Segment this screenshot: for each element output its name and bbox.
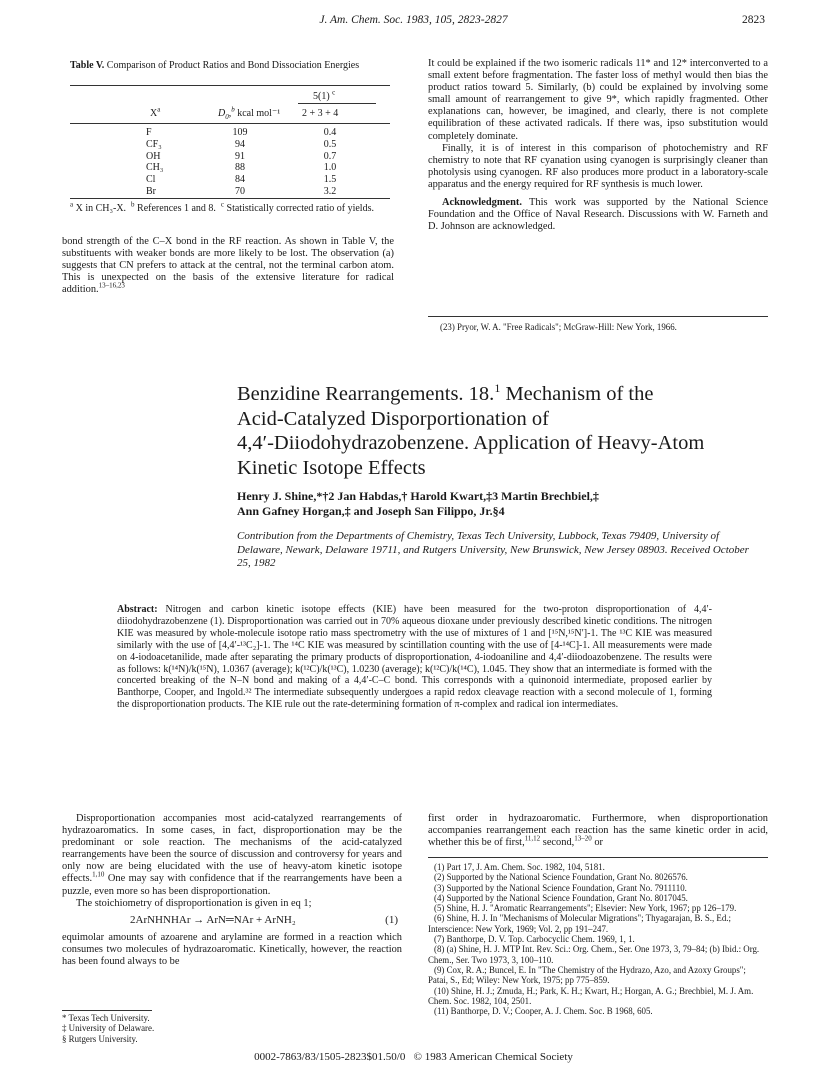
table-caption-label: Table V. xyxy=(70,60,105,71)
col-ratio-label: 5(1) $^c$ xyxy=(313,88,336,102)
table-cell-d0: 88 xyxy=(235,162,245,174)
equation-1: 2ArNHNHAr → ArN═NAr + ArNH₂ (1) xyxy=(130,913,398,926)
right-paragraph-2: Finally, it is of interest in this comparison of photochemistry and RF chemistry to note that RF cyanation using cyanogen is surprisingly cleaner than photolysis using cyanogen. RF also produces more product in a laboratory-scale apparatus and the energy required for RF synthesis is much lower. xyxy=(428,142,768,190)
table-cell-ratio: 0.7 xyxy=(323,150,337,162)
table-cell-ratio: 0.5 xyxy=(323,138,337,150)
ref-23: (23) Pryor, W. A. "Free Radicals"; McGraw-Hill: New York, 1966. xyxy=(440,322,677,332)
table-header-rule xyxy=(70,123,390,124)
col-d0-header: $D_0,^b$ kcal mol⁻¹ xyxy=(218,105,281,121)
copyright: © 1983 American Chemical Society xyxy=(413,1051,573,1063)
reference-item: (7) Banthorpe, D. V. Top. Carbocyclic Chem. 1969, 1, 1. xyxy=(434,934,635,945)
table-cell-ratio: 1.0 xyxy=(323,162,337,174)
table-cell-x: CH₃ xyxy=(146,162,164,174)
table-caption xyxy=(70,60,390,72)
affiliations: * Texas Tech University. ‡ University of Delaware. § Rutgers University. xyxy=(62,1013,155,1044)
table-cell-x: F xyxy=(146,127,152,138)
right-paragraph-1: It could be explained if the two isomeric radicals 11* and 12* interconverted to a small extent before fragmentation. The faster loss of methyl would then bias the product ratios toward 5. Similarly, (b) could be explained by involving some small amount of rearrangement to give 9*, which rapidly fragmented. Other explanations can, however, be imagined, and clearly, there is not complete equilibration of these activated radicals. If there was, ipso substitution would completely dominate. xyxy=(428,58,768,142)
table-cell-d0: 91 xyxy=(235,150,245,162)
reference-item: (6) Shine, H. J. In "Mechanisms of Molecular Migrations"; Thyagarajan, B. S., Ed.; Interscience: New York, 1969; Vol. 2, pp 191–247. xyxy=(428,913,731,934)
table-cell-ratio: 3.2 xyxy=(323,186,337,197)
reference-item: (10) Shine, H. J.; Zmuda, H.; Park, K. H.; Kwart, H.; Horgan, A. G.; Brechbiel, M. J. Am. Chem. Soc. 1982, 104, 2501. xyxy=(428,985,754,1006)
table-v xyxy=(70,60,390,215)
col-ratio-sub: 2 + 3 + 4 xyxy=(302,108,339,119)
references-rule xyxy=(428,857,768,858)
authors: Henry J. Shine,*†2 Jan Habdas,† Harold Kwart,‡3 Martin Brechbiel,‡ Ann Gafney Horgan,‡ and Joseph San Filippo, Jr.§4 xyxy=(237,489,599,518)
reference-item: (5) Shine, H. J. "Aromatic Rearrangements"; Elsevier: New York, 1967; pp 126–179. xyxy=(434,903,737,914)
reference-item: (1) Part 17, J. Am. Chem. Soc. 1982, 104, 5181. xyxy=(434,862,605,872)
page-footer xyxy=(0,1051,827,1063)
article-title: Benzidine Rearrangements. 18.$^1$ Mechanism of the Acid-Catalyzed Disporportionation of 4,4′-Diiodohydrazobenzene. Application of Heavy-Atom Kinetic Isotope Effects xyxy=(237,381,705,479)
journal-citation: J. Am. Chem. Soc. 1983, 105, 2823-2827 xyxy=(319,14,508,26)
col-x-header: $X^a$ xyxy=(150,105,161,119)
reference-item: (9) Cox, R. A.; Buncel, E. In "The Chemistry of the Hydrazo, Azo, and Azoxy Groups"; Patai, S., Ed; Wiley: New York, 1975; pp 775–859. xyxy=(428,964,746,986)
footnote-rule xyxy=(428,316,768,317)
reference-item: (11) Banthorpe, D. V.; Cooper, A. J. Chem. Soc. B 1968, 605. xyxy=(434,1006,653,1017)
running-header xyxy=(0,14,827,30)
table-bottom-rule xyxy=(70,198,390,199)
table-cell-ratio: 1.5 xyxy=(323,174,337,186)
left-column-paragraph: bond strength of the C–X bond in the RF reaction. As shown in Table V, the substituents with weaker bonds are more likely to be lost. The observation (a) suggests that CN prefers to attack at the central, not the terminal carbon atom. This is unexpected on the basis of the extensive literature for radical addition.$^{13-16,23}$ xyxy=(62,236,394,296)
table-cell-x: CF₃ xyxy=(146,138,162,150)
body-right-column: first order in hydrazoaromatic. Furthermore, when disproportionation accompanies rearrangement each reaction has the same kinetic order in acid, whether this be of first,$^{11,12}$ second,$^{13-20}$ or xyxy=(428,813,768,849)
table-cell-x: Cl xyxy=(146,174,156,186)
table-cell-d0: 109 xyxy=(232,127,248,138)
reference-item: (2) Supported by the National Science Foundation, Grant No. 8026576. xyxy=(434,872,688,883)
right-column-top xyxy=(428,58,768,233)
references xyxy=(428,862,768,1016)
abstract: Abstract: Nitrogen and carbon kinetic isotope effects (KIE) have been measured for the two-proton disproportionation of 4,4′-diiodohydrazobenzene (1). Disproportionation was carried out in 70% aqueous dioxane under previously described kinetic conditions. The nitrogen KIE was measured by whole-molecule isotope ratio mass spectrometry with the use of mixtures of 1 and [¹⁵N,¹⁵N′]-1. The ¹³C KIE was measured similarly with the use of [4,4′-¹³C₂]-1. The ¹⁴C KIE was measured by scintillation counting with the use of [4-¹⁴C]-1. All measurements were made on 4-iodoacetanilide, made after separating the primary products of disproportionation, 4-iodoaniline and 4,4′-diiodoazobenzene. The results were as follows: k(¹⁴N)/k(¹⁵N), 1.0367 (average); k(¹²C)/k(¹³C), 1.0230 (average); k(¹²C)/k(¹⁴C), 1.045. They show that an intermediate is formed with the concerted breaking of the N–N bond and making of a 4,4′-C–C bond. This corresponds with a quinonoid intermediate, proposed earlier by Banthorpe, Cooper, and Ingold.³² The intermediate subsequently undergoes a rapid redox cleavage reaction with a second molecule of 1, forming the disproportionation products. The KIE rule out the rate-determining formation of π-complex and radical ion intermediates. xyxy=(117,604,712,711)
article-code: 0002-7863/83/1505-2823$01.50/0 xyxy=(254,1051,406,1063)
table-caption-text: Comparison of Product Ratios and Bond Dissociation Energies xyxy=(106,60,360,71)
reference-item: (3) Supported by the National Science Foundation, Grant No. 7911110. xyxy=(434,882,687,893)
acknowledgment: Acknowledgment. This work was supported by the National Science Foundation and the Office of Naval Research. Discussions with W. Farneth and D. Johnson are acknowledged. xyxy=(428,197,768,233)
contribution: Contribution from the Departments of Chemistry, Texas Tech University, Lubbock, Texas 79409, University of Delaware, Newark, Delaware 19711, and Rutgers University, New Brunswick, New Jersey 08903. Received October 25, 1982 xyxy=(237,530,749,569)
table-top-rule xyxy=(70,85,390,86)
body-left-column: Disproportionation accompanies most acid-catalyzed rearrangements of hydrazoaromatics. In some cases, in fact, disproportionation may be the predominant or sole reaction. The mechanisms of the acid-catalyzed rearrangements have been the source of discussion and controversy for years and only now are being elucidated with the use of heavy-atom kinetic isotope effects.$^{1,10}$ One may say with confidence that if the rearrangements have been a puzzle, even more so has been disproportionation. The stoichiometry of disproportionation is given in eq 1; 2ArNHNHAr → ArN═NAr + ArNH₂ (1) equimolar amounts of azoarene and arylamine are formed in a reaction which consumes two molecules of hydrazoaromatic. Kinetically, however, the reaction has been found always to be xyxy=(62,813,402,967)
affiliation-rule xyxy=(62,1010,152,1011)
col-ratio-rule xyxy=(298,103,376,104)
table-footnotes: $^a$ X in CH₃-X. $^b$ References 1 and 8. $^c$ Statistically corrected ratio of yields. xyxy=(70,200,374,214)
table-cell-d0: 70 xyxy=(235,186,245,197)
table-cell-x: Br xyxy=(146,186,156,197)
table-cell-d0: 94 xyxy=(235,138,245,150)
reference-item: (8) (a) Shine, H. J. MTP Int. Rev. Sci.: Org. Chem., Ser. One 1973, 3, 79–84; (b) Ibid.: Org. Chem., Ser. Two 1973, 3, 100–110. xyxy=(428,944,760,965)
table-cell-ratio: 0.4 xyxy=(323,127,337,138)
reference-item: (4) Supported by the National Science Foundation, Grant No. 8017045. xyxy=(434,892,688,903)
table-cell-d0: 84 xyxy=(235,174,245,186)
page-number: 2823 xyxy=(742,14,765,26)
table-cell-x: OH xyxy=(146,150,161,162)
